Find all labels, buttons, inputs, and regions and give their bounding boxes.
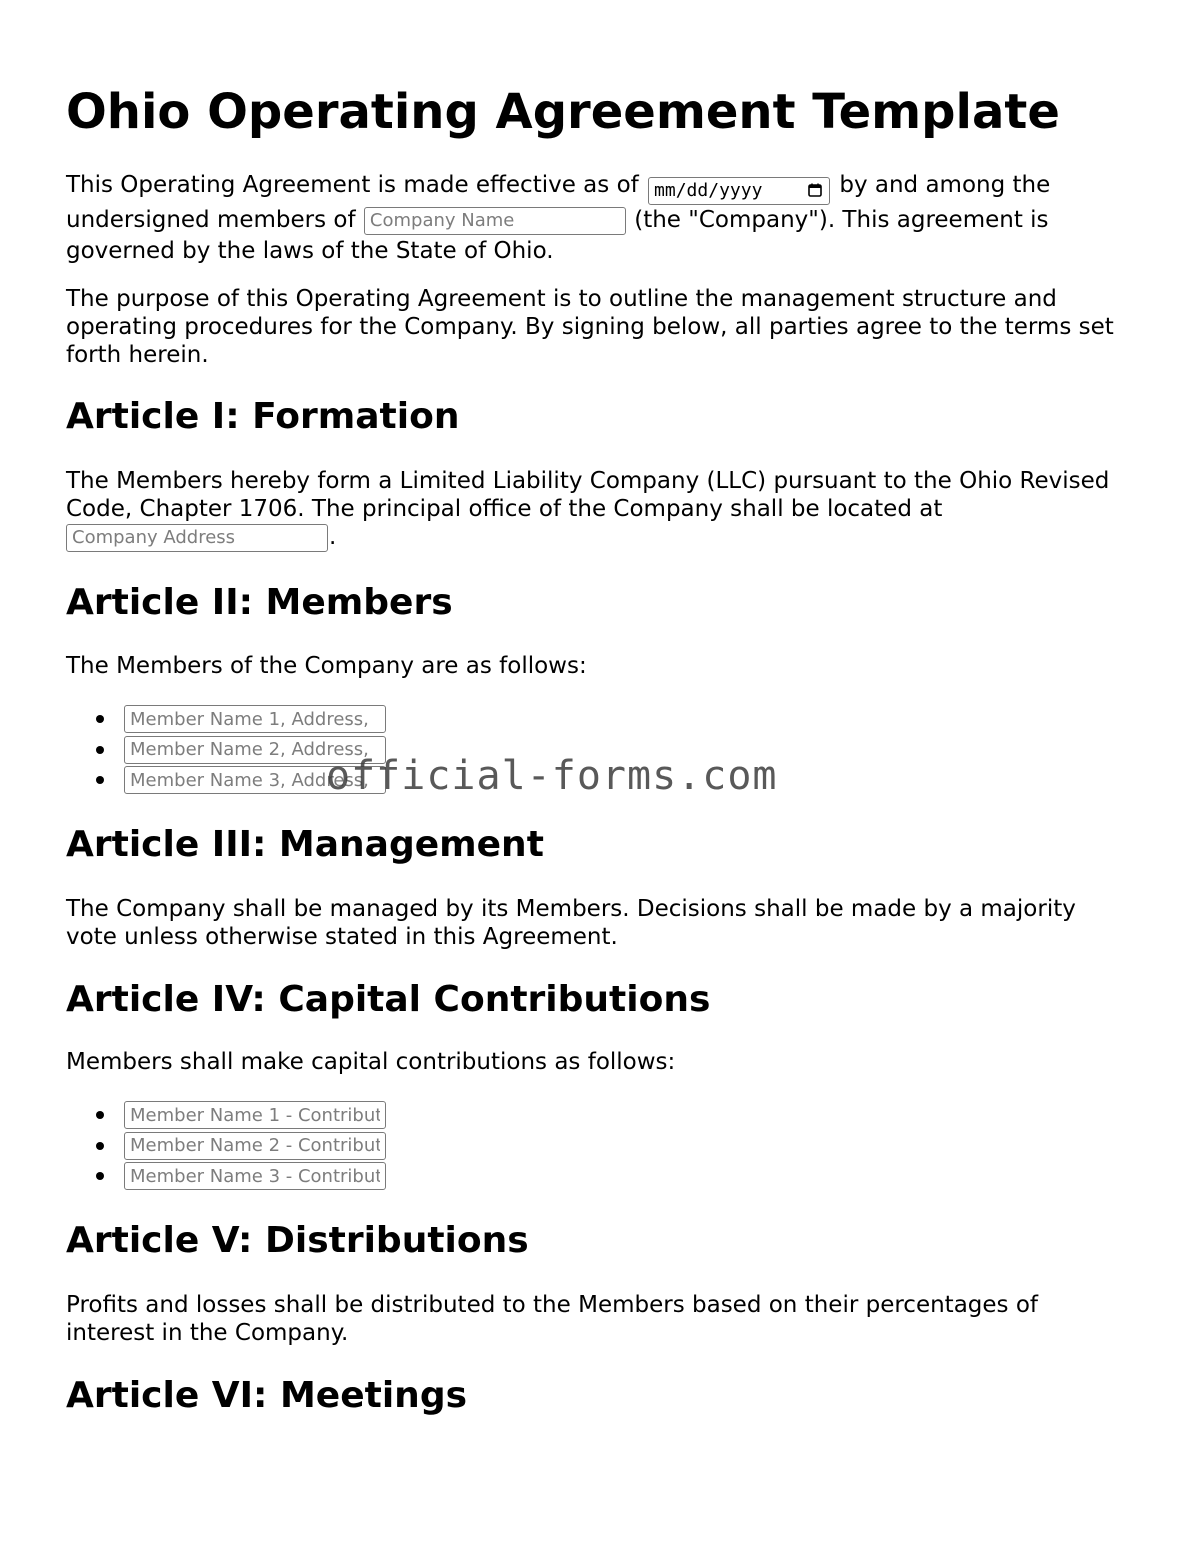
page-title: Ohio Operating Agreement Template — [66, 84, 1060, 140]
article-5-heading: Article V: Distributions — [66, 1220, 529, 1261]
list-item — [96, 1132, 386, 1163]
contribution-2-input[interactable] — [124, 1132, 386, 1160]
article-3-text: The Company shall be managed by its Members. Decisions shall be made by a majority vote unless otherwise stated in this Agreement. — [66, 896, 1076, 950]
article-5-text: Profits and losses shall be distributed to the Members based on their percentages of interest in the Company. — [66, 1292, 1038, 1346]
bullet-icon — [96, 1142, 104, 1150]
list-item — [96, 1101, 386, 1132]
list-item — [96, 705, 386, 736]
article-1-end: . — [329, 524, 337, 550]
contribution-1-input[interactable] — [124, 1101, 386, 1129]
article-1-paragraph — [66, 467, 1131, 552]
article-6-heading: Article VI: Meetings — [66, 1375, 468, 1416]
list-item — [96, 1162, 386, 1193]
article-1-text: The Members hereby form a Limited Liability Company (LLC) pursuant to the Ohio Revised Code, Chapter 1706. The principal office of the Company shall be located at — [66, 468, 1110, 522]
article-4-heading: Article IV: Capital Contributions — [66, 979, 711, 1020]
article-4-text: Members shall make capital contributions as follows: — [66, 1049, 676, 1075]
contribution-3-input[interactable] — [124, 1162, 386, 1190]
watermark: official-forms.com — [326, 753, 778, 799]
company-address-input[interactable] — [66, 524, 328, 552]
article-2-heading: Article II: Members — [66, 582, 453, 623]
intro-text-2: by and among the undersigned members of — [66, 172, 1051, 233]
article-2-text: The Members of the Company are as follows: — [66, 653, 587, 679]
intro-paragraph — [66, 170, 1131, 266]
bullet-icon — [96, 746, 104, 754]
contributions-list — [96, 1101, 386, 1193]
bullet-icon — [96, 1111, 104, 1119]
bullet-icon — [96, 776, 104, 784]
purpose-paragraph: The purpose of this Operating Agreement is to outline the management structure and operating procedures for the Company. By signing below, all parties agree to the terms set forth herein. — [66, 286, 1114, 368]
article-3-heading: Article III: Management — [66, 824, 544, 865]
intro-text-3: (the "Company"). This agreement is governed by the laws of the State of Ohio. — [66, 207, 1049, 264]
date-placeholder: mm/dd/yyyy — [654, 180, 763, 201]
member-1-input[interactable] — [124, 705, 386, 733]
company-name-input[interactable] — [364, 207, 626, 235]
article-1-heading: Article I: Formation — [66, 396, 460, 437]
intro-text-1: This Operating Agreement is made effective as of — [66, 172, 639, 198]
effective-date-input[interactable] — [648, 177, 830, 205]
calendar-icon[interactable] — [808, 183, 822, 197]
bullet-icon — [96, 1172, 104, 1180]
bullet-icon — [96, 715, 104, 723]
